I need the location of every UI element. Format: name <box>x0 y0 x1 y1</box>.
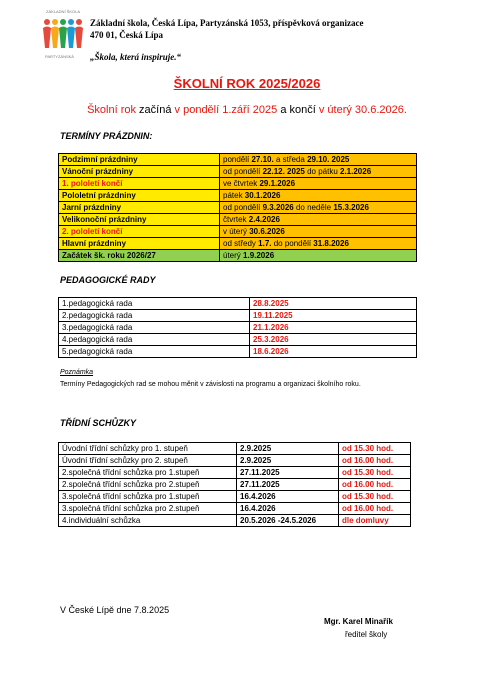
meeting-row <box>59 443 411 455</box>
holiday-row <box>59 202 417 214</box>
meeting-time: od 15.30 hod. <box>339 467 411 479</box>
holiday-date-part: pátek <box>223 191 245 200</box>
pedagogical-name: 1.pedagogická rada <box>59 298 250 310</box>
holiday-date-part: 31.8.2026 <box>313 239 349 248</box>
logo-bottom-text: PARTYZÁNSKÁ <box>45 54 74 59</box>
pedagogical-row <box>59 310 417 322</box>
holiday-date-part: čtvrtek <box>223 215 249 224</box>
holiday-date <box>220 250 417 262</box>
holiday-date-part: od pondělí <box>223 167 263 176</box>
holiday-row <box>59 238 417 250</box>
logo-figure-body <box>67 27 75 49</box>
page-title: ŠKOLNÍ ROK 2025/2026 <box>173 76 321 91</box>
holiday-date-part: v úterý <box>223 227 250 236</box>
holiday-name: 1. pololetí končí <box>59 178 220 190</box>
holiday-date <box>220 190 417 202</box>
logo-figure-body <box>51 27 59 49</box>
meeting-row <box>59 503 411 515</box>
pedagogical-name: 4.pedagogická rada <box>59 334 250 346</box>
meeting-row <box>59 479 411 491</box>
holiday-date-part: a středa <box>273 155 308 164</box>
pedagogical-row <box>59 346 417 358</box>
meeting-name: 3.společná třídní schůzka pro 1.stupeň <box>59 491 237 503</box>
school-logo <box>41 8 85 60</box>
meeting-date: 16.4.2026 <box>237 491 339 503</box>
holiday-name: Vánoční prázdniny <box>59 166 220 178</box>
pedagogical-date: 18.6.2026 <box>250 346 417 358</box>
holiday-date-part: 27.10. <box>251 155 274 164</box>
holiday-date-part: do pátku <box>304 167 340 176</box>
meeting-row <box>59 455 411 467</box>
holiday-row <box>59 178 417 190</box>
meeting-date: 27.11.2025 <box>237 467 339 479</box>
pedagogical-date: 19.11.2025 <box>250 310 417 322</box>
holiday-date-part: do pondělí <box>271 239 314 248</box>
meeting-name: 4.individuální schůzka <box>59 515 237 527</box>
meeting-name: 3.společná třídní schůzka pro 2.stupeň <box>59 503 237 515</box>
meeting-row <box>59 491 411 503</box>
intro-part-1: Školní rok <box>87 104 136 116</box>
school-motto: „Škola, která inspiruje.“ <box>90 52 182 62</box>
holiday-name: Pololetní prázdniny <box>59 190 220 202</box>
holiday-date <box>220 154 417 166</box>
intro-sentence <box>0 104 494 116</box>
meeting-name: Úvodní třídní schůzky pro 1. stupeň <box>59 443 237 455</box>
meetings-table <box>58 442 411 527</box>
meetings-heading: TŘÍDNÍ SCHŮZKY <box>60 418 136 428</box>
logo-figure-head <box>44 19 50 25</box>
holiday-date-part: 22.12. 2025 <box>262 167 305 176</box>
holiday-row <box>59 190 417 202</box>
holiday-date <box>220 178 417 190</box>
pedagogical-name: 3.pedagogická rada <box>59 322 250 334</box>
holidays-table <box>58 153 417 262</box>
meeting-time: od 15.30 hod. <box>339 443 411 455</box>
holiday-row <box>59 214 417 226</box>
holiday-date <box>220 202 417 214</box>
meeting-date: 27.11.2025 <box>237 479 339 491</box>
holiday-date-part: úterý <box>223 251 244 260</box>
pedagogical-row <box>59 298 417 310</box>
pedagogical-row <box>59 322 417 334</box>
intro-part-5: v úterý 30.6.2026. <box>318 104 407 116</box>
pedagogical-date: 25.3.2026 <box>250 334 417 346</box>
holiday-name: Začátek šk. roku 2026/27 <box>59 250 220 262</box>
logo-figure-head <box>52 19 58 25</box>
meeting-time: od 16.00 hod. <box>339 503 411 515</box>
note-text: Termíny Pedagogických rad se mohou měnit v závislosti na programu a organizaci školního roku. <box>60 381 361 388</box>
holiday-date-part: 29.10. 2025 <box>307 155 350 164</box>
note-label: Poznámka <box>60 369 94 376</box>
logo-figure-body <box>75 27 83 49</box>
holiday-date-part: do neděle <box>293 203 334 212</box>
holiday-date-part: od středy <box>223 239 259 248</box>
holiday-date-part: 2.4.2026 <box>248 215 280 224</box>
meeting-date: 20.5.2026 -24.5.2026 <box>237 515 339 527</box>
logo-top-text: ZÁKLADNÍ ŠKOLA <box>46 9 81 14</box>
holiday-date <box>220 214 417 226</box>
logo-figure-head <box>68 19 74 25</box>
school-name: Základní škola, Česká Lípa, Partyzánská 1053, příspěvková organizace <box>90 18 364 28</box>
holiday-name: Velikonoční prázdniny <box>59 214 220 226</box>
holiday-date-part: 1.9.2026 <box>243 251 275 260</box>
pedagogical-name: 2.pedagogická rada <box>59 310 250 322</box>
pedagogical-heading: PEDAGOGICKÉ RADY <box>60 275 156 285</box>
meeting-date: 2.9.2025 <box>237 455 339 467</box>
pedagogical-row <box>59 334 417 346</box>
meeting-time: od 16.00 hod. <box>339 455 411 467</box>
holidays-heading: TERMÍNY PRÁZDNIN: <box>60 131 153 141</box>
intro-part-3: v pondělí 1.září 2025 <box>174 104 278 116</box>
signer-role: ředitel školy <box>345 630 388 639</box>
logo-figure-head <box>60 19 66 25</box>
holiday-row <box>59 250 417 262</box>
signer-name: Mgr. Karel Minařík <box>324 617 393 626</box>
meeting-time: od 16.00 hod. <box>339 479 411 491</box>
meeting-time: dle domluvy <box>339 515 411 527</box>
meeting-row <box>59 467 411 479</box>
holiday-name: Hlavní prázdniny <box>59 238 220 250</box>
pedagogical-table <box>58 297 417 358</box>
holiday-date-part: ve čtvrtek <box>223 179 260 188</box>
holiday-date-part: od pondělí <box>223 203 263 212</box>
meeting-date: 2.9.2025 <box>237 443 339 455</box>
holiday-date-part: 29.1.2026 <box>259 179 296 188</box>
meeting-name: 2.společná třídní schůzka pro 2.stupeň <box>59 479 237 491</box>
pedagogical-date: 28.8.2025 <box>250 298 417 310</box>
holiday-name: 2. pololetí končí <box>59 226 220 238</box>
date-line: V České Lípě dne 7.8.2025 <box>60 605 170 615</box>
intro-part-2: začíná <box>136 104 175 116</box>
holiday-name: Jarní prázdniny <box>59 202 220 214</box>
logo-figure-head <box>76 19 82 25</box>
meeting-name: Úvodní třídní schůzky pro 2. stupeň <box>59 455 237 467</box>
holiday-row <box>59 166 417 178</box>
meeting-date: 16.4.2026 <box>237 503 339 515</box>
logo-figure-body <box>43 27 51 49</box>
holiday-date <box>220 226 417 238</box>
holiday-row <box>59 226 417 238</box>
holiday-date-part: 2.1.2026 <box>340 167 372 176</box>
holiday-date-part: pondělí <box>223 155 252 164</box>
meeting-name: 2.společná třídní schůzka pro 1.stupeň <box>59 467 237 479</box>
holiday-date-part: 1.7. <box>258 239 272 248</box>
holiday-date-part: 9.3.2026 <box>262 203 294 212</box>
meeting-row <box>59 515 411 527</box>
holiday-row <box>59 154 417 166</box>
holiday-date-part: 30.6.2026 <box>249 227 285 236</box>
holiday-name: Podzimní prázdniny <box>59 154 220 166</box>
holiday-date-part: 15.3.2026 <box>333 203 369 212</box>
logo-figure-body <box>59 27 67 49</box>
school-address: 470 01, Česká Lípa <box>90 30 164 40</box>
holiday-date-part: 30.1.2026 <box>244 191 281 200</box>
pedagogical-name: 5.pedagogická rada <box>59 346 250 358</box>
meeting-time: od 15.30 hod. <box>339 491 411 503</box>
holiday-date <box>220 166 417 178</box>
holiday-date <box>220 238 417 250</box>
pedagogical-date: 21.1.2026 <box>250 322 417 334</box>
intro-part-4: a končí <box>277 104 319 116</box>
